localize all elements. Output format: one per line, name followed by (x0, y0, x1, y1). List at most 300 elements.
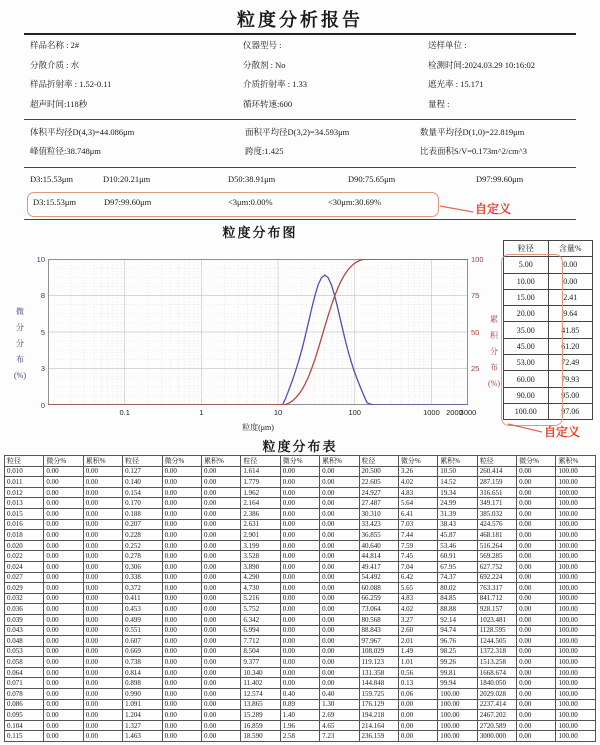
main-table-cell: 0.053 (5, 646, 44, 657)
main-table-cell: 7.23 (320, 731, 359, 742)
side-table-row (504, 257, 593, 273)
main-table-cell: 0.00 (201, 678, 240, 689)
main-table-cell: 44.814 (359, 551, 398, 562)
info-field: 分散介质 : 水 (30, 59, 80, 70)
main-table-row (5, 540, 596, 551)
main-table-cell: 214.164 (359, 720, 398, 731)
main-table-cell: 67.95 (438, 561, 477, 572)
main-table-row (5, 583, 596, 594)
main-table-cell: 0.00 (44, 646, 83, 657)
main-table-cell: 0.00 (83, 593, 122, 604)
main-table-cell: 0.00 (201, 498, 240, 509)
main-table-cell: 13.865 (241, 699, 280, 710)
main-table-cell: 1.01 (398, 657, 437, 668)
main-table-cell: 0.048 (5, 636, 44, 647)
x-axis-label: 粒度(μm) (242, 423, 274, 432)
main-table-cell: 0.00 (280, 614, 319, 625)
main-table-cell: 260.414 (477, 466, 516, 477)
divider (24, 167, 576, 168)
main-table-cell: 0.00 (320, 530, 359, 541)
main-table-cell: 0.738 (123, 657, 162, 668)
main-table-cell: 10.340 (241, 667, 280, 678)
main-table-cell: 2.69 (320, 710, 359, 721)
right-axis-tick: 25 (471, 364, 480, 373)
main-table-cell: 0.00 (162, 561, 201, 572)
main-table-cell: 100.00 (556, 583, 596, 594)
stat-field: 体积平均径D(4,3)=44.086μm (30, 127, 135, 137)
side-table-cell: 60.00 (504, 371, 549, 387)
main-table-cell: 14.52 (438, 477, 477, 488)
side-table-row (504, 322, 593, 338)
main-table-cell: 40.640 (359, 540, 398, 551)
main-table-cell: 100.00 (438, 710, 477, 721)
main-table-cell: 3000.000 (477, 731, 516, 742)
main-table-cell: 0.032 (5, 593, 44, 604)
main-table-cell: 100.00 (438, 731, 477, 742)
main-table-cell: 0.00 (44, 572, 83, 583)
info-field: 超声时间:118秒 (30, 98, 88, 109)
main-table-cell: 0.00 (280, 551, 319, 562)
custom-annotation-label: 自定义 (475, 202, 512, 216)
main-table-header: 粒径 (359, 456, 398, 467)
main-table-cell: 20.500 (359, 466, 398, 477)
main-table-cell: 15.289 (241, 710, 280, 721)
main-table-cell: 0.018 (5, 530, 44, 541)
side-table-cell: 100.00 (504, 403, 549, 419)
main-table-cell: 0.00 (201, 583, 240, 594)
side-table-row (504, 289, 593, 305)
side-table-header: 粒径 (504, 241, 549, 257)
main-table-cell: 92.14 (438, 614, 477, 625)
axis-label-char: 微 (16, 307, 24, 316)
main-table-cell: 0.00 (398, 720, 437, 731)
custom-d-value: D3:15.53μm (33, 197, 77, 207)
x-axis-tick: 3000 (459, 408, 477, 417)
main-table-cell: 10.50 (438, 466, 477, 477)
side-table-cell: 79.93 (548, 371, 593, 387)
left-axis-tick: 10 (36, 254, 45, 264)
main-table-cell: 4.83 (398, 487, 437, 498)
main-table-cell: 0.00 (83, 646, 122, 657)
main-table-cell: 0.011 (5, 477, 44, 488)
main-table-cell: 0.00 (44, 636, 83, 647)
main-table-cell: 0.00 (83, 572, 122, 583)
info-field: 循环转速:600 (243, 98, 293, 109)
main-table-row (5, 720, 596, 731)
custom-annotation-label: 自定义 (544, 425, 581, 439)
main-table-row (5, 593, 596, 604)
main-table-cell: 0.00 (517, 487, 556, 498)
info-field: 送样单位 : (428, 40, 467, 50)
main-table-cell: 0.411 (123, 593, 162, 604)
main-table-cell: 0.00 (201, 593, 240, 604)
main-table-cell: 73.064 (359, 604, 398, 615)
main-table-cell: 0.00 (162, 572, 201, 583)
main-table-cell: 0.00 (201, 477, 240, 488)
main-table-cell: 0.40 (280, 689, 319, 700)
main-table-cell: 0.00 (201, 646, 240, 657)
main-table-cell: 1840.050 (477, 678, 516, 689)
right-axis-tick: 75 (471, 291, 480, 300)
d-value: D97:99.60μm (476, 174, 524, 184)
side-table-cell: 61.20 (548, 338, 593, 354)
side-table-cell: 41.85 (548, 322, 593, 338)
main-table-cell: 1.40 (280, 710, 319, 721)
main-table-cell: 7.03 (398, 519, 437, 530)
main-table-cell: 0.00 (320, 657, 359, 668)
main-table-cell: 3.26 (398, 466, 437, 477)
divider (24, 219, 576, 220)
main-table-cell: 100.00 (556, 657, 596, 668)
main-table-cell: 0.013 (5, 498, 44, 509)
main-table-cell: 18.590 (241, 731, 280, 742)
main-table-cell: 27.487 (359, 498, 398, 509)
main-table-cell: 100.00 (556, 699, 596, 710)
main-table-header: 粒径 (123, 456, 162, 467)
main-table-cell: 0.086 (5, 699, 44, 710)
main-table-cell: 0.00 (162, 466, 201, 477)
main-table-cell: 0.00 (44, 498, 83, 509)
main-table-cell: 31.39 (438, 508, 477, 519)
main-table-row (5, 636, 596, 647)
main-table-cell: 0.40 (320, 689, 359, 700)
x-axis-tick: 1 (199, 408, 204, 417)
chart-plot-area (48, 259, 468, 405)
main-table-cell: 2467.202 (477, 710, 516, 721)
main-table-header: 微分% (280, 456, 319, 467)
axis-label-char: 分 (16, 323, 24, 332)
custom-d-value: <3μm:0.00% (228, 197, 273, 207)
main-table-cell: 100.00 (556, 667, 596, 678)
custom-size-table (503, 240, 593, 420)
main-table-cell: 0.024 (5, 561, 44, 572)
info-field: 量程 : (428, 98, 450, 109)
main-table-cell: 0.00 (162, 604, 201, 615)
main-table-cell: 1.779 (241, 477, 280, 488)
info-field: 介质折射率 : 1.33 (243, 79, 307, 89)
main-table-cell: 763.317 (477, 583, 516, 594)
main-table-cell: 0.00 (517, 699, 556, 710)
main-table-cell: 0.00 (83, 508, 122, 519)
main-table-cell: 100.00 (556, 551, 596, 562)
main-table-cell: 159.725 (359, 689, 398, 700)
page-title: 粒度分析报告 (237, 10, 363, 30)
main-table-cell: 2.631 (241, 519, 280, 530)
main-table-cell: 1.463 (123, 731, 162, 742)
side-table-row (504, 355, 593, 371)
main-table-cell: 7.712 (241, 636, 280, 647)
main-table-cell: 0.00 (83, 678, 122, 689)
main-table-cell: 0.00 (320, 572, 359, 583)
main-table-cell: 0.00 (44, 699, 83, 710)
main-table-cell: 0.00 (201, 667, 240, 678)
main-table-cell: 0.00 (280, 583, 319, 594)
main-table-cell: 0.551 (123, 625, 162, 636)
axis-label-char: (%) (14, 371, 26, 380)
axis-label-char: 分 (490, 347, 498, 356)
main-table-cell: 0.00 (280, 657, 319, 668)
main-table-cell: 0.058 (5, 657, 44, 668)
main-table-cell: 0.00 (83, 710, 122, 721)
main-table-cell: 1128.595 (477, 625, 516, 636)
left-axis-label (12, 304, 28, 384)
main-table-cell: 0.00 (320, 498, 359, 509)
main-table-cell: 0.00 (517, 657, 556, 668)
main-table-cell: 80.02 (438, 583, 477, 594)
main-table-cell: 7.04 (398, 561, 437, 572)
main-table-row (5, 487, 596, 498)
main-table-cell: 0.00 (320, 636, 359, 647)
main-table-row (5, 498, 596, 509)
main-table-cell: 0.00 (201, 657, 240, 668)
main-table-cell: 99.94 (438, 678, 477, 689)
main-table-row (5, 699, 596, 710)
stat-field: 数量平均径D(1,0)=22.819μm (420, 127, 525, 137)
main-table-cell: 8.504 (241, 646, 280, 657)
main-table-cell: 0.207 (123, 519, 162, 530)
main-table-cell: 0.00 (83, 657, 122, 668)
main-table-header: 微分% (398, 456, 437, 467)
main-table-cell: 0.00 (398, 731, 437, 742)
main-table-cell: 0.00 (83, 477, 122, 488)
main-table-cell: 0.027 (5, 572, 44, 583)
side-table-row (504, 387, 593, 403)
main-table-cell: 0.016 (5, 519, 44, 530)
main-table-cell: 0.00 (280, 593, 319, 604)
main-table-cell: 4.02 (398, 604, 437, 615)
main-table-cell: 0.00 (320, 614, 359, 625)
main-table-cell: 49.417 (359, 561, 398, 572)
main-table-cell: 316.651 (477, 487, 516, 498)
main-table-cell: 0.00 (44, 720, 83, 731)
main-table-cell: 0.00 (162, 678, 201, 689)
main-table-cell: 1.091 (123, 699, 162, 710)
main-table-cell: 0.00 (44, 731, 83, 742)
main-table-row (5, 689, 596, 700)
main-table-cell: 0.00 (517, 646, 556, 657)
main-table-cell: 0.00 (517, 625, 556, 636)
main-table-cell: 0.00 (517, 614, 556, 625)
axis-label-char: 分 (16, 339, 24, 348)
main-table-cell: 100.00 (556, 593, 596, 604)
main-table-cell: 1.96 (280, 720, 319, 731)
left-axis-tick: 3 (40, 364, 45, 373)
main-table-cell: 100.00 (556, 572, 596, 583)
main-table-cell: 0.990 (123, 689, 162, 700)
side-table-cell: 2.41 (548, 289, 593, 305)
main-table-cell: 94.74 (438, 625, 477, 636)
right-axis-tick: 50 (471, 327, 480, 337)
main-table-cell: 0.00 (517, 551, 556, 562)
main-table-cell: 66.259 (359, 593, 398, 604)
main-table-cell: 24.927 (359, 487, 398, 498)
main-table-cell: 0.00 (280, 487, 319, 498)
main-table-cell: 0.00 (320, 625, 359, 636)
main-table-cell: 0.00 (320, 604, 359, 615)
main-table-cell: 0.115 (5, 731, 44, 742)
main-table-cell: 0.00 (320, 551, 359, 562)
main-table-cell: 0.00 (320, 540, 359, 551)
main-table-cell: 0.252 (123, 540, 162, 551)
main-table-cell: 0.00 (280, 572, 319, 583)
x-axis-tick: 2000 (446, 408, 463, 417)
main-table-header: 累积% (201, 456, 240, 467)
side-table-cell: 5.00 (504, 257, 549, 273)
main-table-row (5, 477, 596, 488)
main-table-header: 累积% (320, 456, 359, 467)
main-table-cell: 0.00 (44, 477, 83, 488)
main-table-cell: 928.157 (477, 604, 516, 615)
side-table-cell: 95.00 (548, 387, 593, 403)
main-table-cell: 0.00 (83, 636, 122, 647)
axis-label-char: 布 (16, 355, 24, 364)
main-table-cell: 0.00 (201, 604, 240, 615)
main-table-cell: 24.99 (438, 498, 477, 509)
main-table-cell: 97.967 (359, 636, 398, 647)
info-field: 样品名称 : 2# (30, 40, 80, 50)
main-table-cell: 0.00 (320, 646, 359, 657)
main-table-cell: 0.898 (123, 678, 162, 689)
main-table-cell: 0.00 (162, 699, 201, 710)
main-table-cell: 0.00 (83, 720, 122, 731)
main-table-cell: 0.00 (201, 636, 240, 647)
main-table-cell: 349.171 (477, 498, 516, 509)
side-table-row (504, 338, 593, 354)
main-table-cell: 2.01 (398, 636, 437, 647)
main-table-cell: 0.00 (280, 519, 319, 530)
side-table-cell: 45.00 (504, 338, 549, 354)
main-table-cell: 0.00 (44, 530, 83, 541)
main-table-cell: 0.00 (320, 667, 359, 678)
main-table-header: 微分% (162, 456, 201, 467)
info-row (30, 39, 586, 59)
main-table-cell: 100.00 (556, 720, 596, 731)
main-table-cell: 0.00 (83, 625, 122, 636)
custom-d-value: <30μm:30.69% (328, 197, 382, 207)
main-table-cell: 0.00 (83, 498, 122, 509)
main-table-cell: 45.87 (438, 530, 477, 541)
stat-field: 峰值粒径:38.748μm (30, 146, 101, 156)
main-table-cell: 100.00 (556, 487, 596, 498)
main-table-row (5, 625, 596, 636)
main-table-cell: 0.00 (201, 699, 240, 710)
main-table-cell: 0.00 (83, 731, 122, 742)
main-table-cell: 100.00 (438, 699, 477, 710)
main-table-cell: 0.00 (280, 466, 319, 477)
main-table-cell: 0.00 (44, 508, 83, 519)
main-table-cell: 1023.481 (477, 614, 516, 625)
info-field: 样品折射率 : 1.52-0.11 (30, 79, 112, 89)
main-table-cell: 0.095 (5, 710, 44, 721)
main-table-row (5, 731, 596, 742)
main-table-cell: 0.010 (5, 466, 44, 477)
main-table-cell: 100.00 (556, 689, 596, 700)
main-table-cell: 0.00 (201, 720, 240, 731)
main-table-cell: 0.00 (517, 604, 556, 615)
x-axis-tick: 0.1 (119, 408, 130, 417)
main-table-cell: 0.00 (162, 689, 201, 700)
main-table-cell: 0.00 (162, 710, 201, 721)
x-axis-tick: 10 (273, 408, 283, 417)
main-table-cell: 0.00 (162, 583, 201, 594)
main-table-cell: 0.015 (5, 508, 44, 519)
main-table-cell: 0.00 (517, 519, 556, 530)
main-table-cell: 0.00 (201, 487, 240, 498)
main-table-cell: 0.338 (123, 572, 162, 583)
side-table-cell: 15.00 (504, 289, 549, 305)
main-table-cell: 194.218 (359, 710, 398, 721)
main-table-cell: 0.00 (320, 508, 359, 519)
left-axis-tick: 8 (40, 291, 45, 300)
main-table-header: 微分% (517, 456, 556, 467)
d-value: D3:15.53μm (30, 174, 74, 184)
main-table-row (5, 530, 596, 541)
main-table-cell: 0.228 (123, 530, 162, 541)
main-table-cell: 0.104 (5, 720, 44, 731)
main-table-cell: 0.814 (123, 667, 162, 678)
main-table-cell: 0.00 (517, 710, 556, 721)
main-table-cell: 4.730 (241, 583, 280, 594)
main-table-cell: 0.022 (5, 551, 44, 562)
info-field: 仪器型号 : (243, 40, 282, 50)
main-table-cell: 0.00 (162, 593, 201, 604)
main-table-cell: 100.00 (556, 561, 596, 572)
main-table-cell: 16.859 (241, 720, 280, 731)
main-table-cell: 0.00 (162, 551, 201, 562)
main-table-cell: 0.00 (517, 498, 556, 509)
main-table-cell: 0.00 (44, 710, 83, 721)
main-table-cell: 0.00 (280, 530, 319, 541)
main-table-cell: 96.76 (438, 636, 477, 647)
main-table-cell: 0.029 (5, 583, 44, 594)
main-table-cell: 0.00 (201, 614, 240, 625)
main-table-cell: 0.00 (83, 466, 122, 477)
side-table-cell: 90.00 (504, 387, 549, 403)
main-table-row (5, 508, 596, 519)
main-table-cell: 100.00 (556, 604, 596, 615)
main-table-cell: 0.00 (162, 487, 201, 498)
main-table-cell: 119.123 (359, 657, 398, 668)
main-table-cell: 176.129 (359, 699, 398, 710)
main-table-cell: 0.00 (83, 614, 122, 625)
main-table-cell: 22.605 (359, 477, 398, 488)
main-table-cell: 0.020 (5, 540, 44, 551)
main-table-cell: 0.00 (280, 508, 319, 519)
main-table-cell: 0.00 (162, 667, 201, 678)
main-table-cell: 100.00 (438, 689, 477, 700)
main-table-cell: 1.30 (320, 699, 359, 710)
stats-row (30, 145, 586, 164)
main-table-cell: 0.00 (201, 625, 240, 636)
main-table-cell: 5.752 (241, 604, 280, 615)
main-table-cell: 0.00 (280, 678, 319, 689)
main-table-cell: 5.216 (241, 593, 280, 604)
main-table-cell: 0.00 (517, 466, 556, 477)
main-table-cell: 0.00 (280, 477, 319, 488)
main-table-cell: 0.00 (44, 689, 83, 700)
main-table-cell: 100.00 (438, 720, 477, 731)
main-table-cell: 98.25 (438, 646, 477, 657)
info-row (30, 59, 586, 79)
main-table-cell: 0.00 (320, 519, 359, 530)
main-table-cell: 0.499 (123, 614, 162, 625)
main-table-header-row (5, 456, 596, 467)
main-table-cell: 0.00 (44, 593, 83, 604)
main-table-cell: 0.00 (44, 519, 83, 530)
main-table-cell: 0.00 (517, 508, 556, 519)
main-table-cell: 84.85 (438, 593, 477, 604)
main-table-cell: 841.712 (477, 593, 516, 604)
